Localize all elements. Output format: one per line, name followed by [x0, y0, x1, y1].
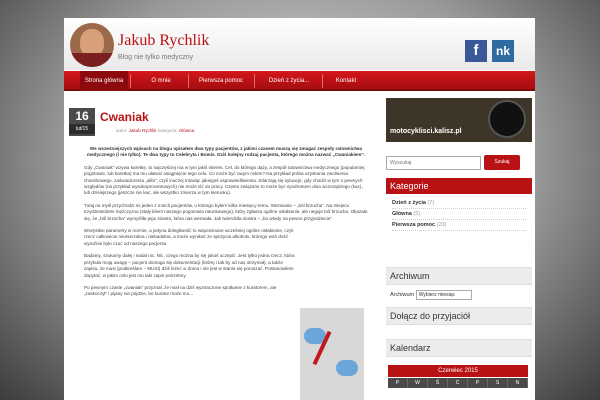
- search-button[interactable]: Szukaj: [484, 155, 520, 170]
- avatar-shirt: [70, 53, 114, 67]
- category-item[interactable]: Dzień z życia (7): [392, 198, 526, 209]
- archive-label: Archiwum: [390, 292, 415, 298]
- post-paragraph: Po pewnym czasie „cwaniak” przyznał, że miał na dziś wyznaczone spotkanie z kuratorem, ale „zaskoczył” i pijany nie pójdzie, bo kurator może mu...: [84, 284, 277, 297]
- banner-text: motocyklisci.kalisz.pl: [390, 128, 462, 135]
- calendar-weekdays: [388, 378, 528, 388]
- nav-separator: [254, 74, 255, 88]
- calendar-weekday: Ś: [428, 378, 448, 388]
- calendar-title: Kalendarz: [386, 339, 532, 357]
- post-category-link[interactable]: Główna: [178, 128, 195, 133]
- archive-select[interactable]: Wybierz miesiąc: [416, 290, 472, 300]
- site-tagline: Blog nie tylko medyczny: [118, 54, 194, 61]
- site-title[interactable]: Jakub Rychlik: [118, 32, 210, 49]
- motorcycle-club-banner[interactable]: [386, 98, 532, 142]
- search-input[interactable]: [386, 156, 481, 170]
- post-date-month: lut/15: [69, 124, 95, 134]
- calendar-weekday: C: [448, 378, 468, 388]
- archive-widget: [386, 267, 532, 305]
- nav-separator: [130, 74, 131, 88]
- archive-row: [386, 285, 532, 305]
- nav-item-contact[interactable]: Kontakt: [335, 78, 357, 84]
- facebook-icon[interactable]: f: [465, 40, 487, 62]
- calendar-weekday: P: [388, 378, 408, 388]
- nav-item-day-in-life[interactable]: Dzień z życia...: [268, 78, 310, 84]
- categories-list: [386, 194, 532, 235]
- post-paragraph: Tutaj na myśl przychodzi mi jeden z moich pacjentów, u którego byłem kilka miesięcy temu. Wezwanie – „ból brzucha”. Na miejscu trzydziestoletni mężczyzna (stały klient naszego pogotowia ratunkowego), który zgłasza ogólne osłabienie, ale neguje ból brzucha. Okazało się, że „ból brzucha” wymyśliła jego siostra, która nas wezwała. Jak twierdziła siostra – „bo wtedy na pewno przyjedziecie”.: [84, 202, 368, 221]
- post-body: [84, 146, 368, 304]
- nk-icon[interactable]: nk: [492, 40, 514, 62]
- nav-separator: [322, 74, 323, 88]
- nav-item-about[interactable]: O mnie: [151, 78, 171, 84]
- nav-item-home[interactable]: Strona główna: [80, 71, 128, 91]
- main-nav: [64, 71, 535, 91]
- post-title[interactable]: Cwaniak: [100, 110, 149, 124]
- category-item[interactable]: Pierwsza pomoc (23): [392, 220, 526, 231]
- nav-separator: [188, 74, 189, 88]
- page: [64, 18, 535, 400]
- post-category-label: kategoria:: [157, 128, 178, 133]
- category-item[interactable]: Główna (5): [392, 209, 526, 220]
- post-author-link[interactable]: Jakub Rychlik: [128, 128, 157, 133]
- categories-title: Kategorie: [386, 178, 532, 194]
- calendar-weekday: N: [508, 378, 528, 388]
- calendar-weekday: P: [468, 378, 488, 388]
- calendar-weekday: W: [408, 378, 428, 388]
- post-paragraph: We wcześniejszych wpisach na blogu opisałem dwa typy pacjentów, z jakimi czasem muszą się zmagać zespoły ratownictwa medycznego (i nie tylko). Te dwa typy to Celebryta i Bomis. Dziś kolejny rodzaj pacjenta, którego można nazwać „Cwaniakiem”.: [87, 146, 365, 158]
- gloves-blood-tube-image: [300, 308, 364, 400]
- avatar: [70, 23, 114, 67]
- post-meta: [116, 128, 194, 133]
- post-date: [69, 108, 95, 136]
- post-date-day: 16: [75, 109, 89, 123]
- club-logo-icon: [488, 100, 526, 138]
- post-paragraph: Wszystkie parametry w normie, a jedyna dolegliwość to wspominane wcześniej ogólne osłabienie, czyli rzecz całkowicie niemierzalna i niebadalna, a może wynikać ze spożycia alkoholu, którego woń dość wyraźnie było czuć od naszego pacjenta.: [84, 228, 294, 246]
- friends-widget: [386, 307, 532, 325]
- friends-title: Dołącz do przyjaciół: [386, 307, 532, 325]
- calendar-weekday: S: [488, 378, 508, 388]
- calendar-month: Czerwiec 2015: [388, 365, 528, 377]
- calendar-widget: [386, 339, 532, 357]
- post-paragraph: Badamy, szukamy dalej i nadal nic. Nic, czego można by się jakoś uczepić. Jest tylko jedna rzecz, która przykuła moją uwagę – pacjent domaga się dokumentacji (której i tak by od nas otrzymał), a także zapisu, że musi (podkreślam – MUSI) dziś leżeć w domu i nie jest w stanie się poruszać. Postanowiłem dopytać, w jakim celu jest mu taki zapis potrzebny.: [84, 253, 295, 278]
- nav-item-first-aid[interactable]: Pierwsza pomoc: [198, 78, 243, 84]
- post-meta-prefix: autor:: [116, 128, 128, 133]
- post-paragraph: Gdy „Cwaniak” wzywa karetkę, to najczęściej ma w tym jakiś interes. Cel, do którego dąży, a zespół ratownictwa medycznego (popularniej pogotowie, lub karetka) ma mu ułatwić osiągnięcie tego celu. Co może być owym celem? Na przykład próba uzyskania zwolnienia chorobowego, zaświadczenia „alibi”, czyli inaczej mówiąc jakiegoś usprawiedliwienia. Zdarzają się sytuacje, gdy chodzi w tym o pewnych względów (na przykład wysokoprocentowych) nie może iść do pracy. Często związane to może być syndromem dnia wczorajszego (kac), lub dzisiejszego (jeszcze nie kac, ale wszystko zmierza w tym kierunku).: [84, 164, 365, 196]
- archive-title: Archiwum: [386, 267, 532, 285]
- header: [64, 18, 535, 70]
- glove-shape: [336, 360, 358, 376]
- sidebar: [386, 98, 534, 400]
- categories-widget: [386, 178, 532, 235]
